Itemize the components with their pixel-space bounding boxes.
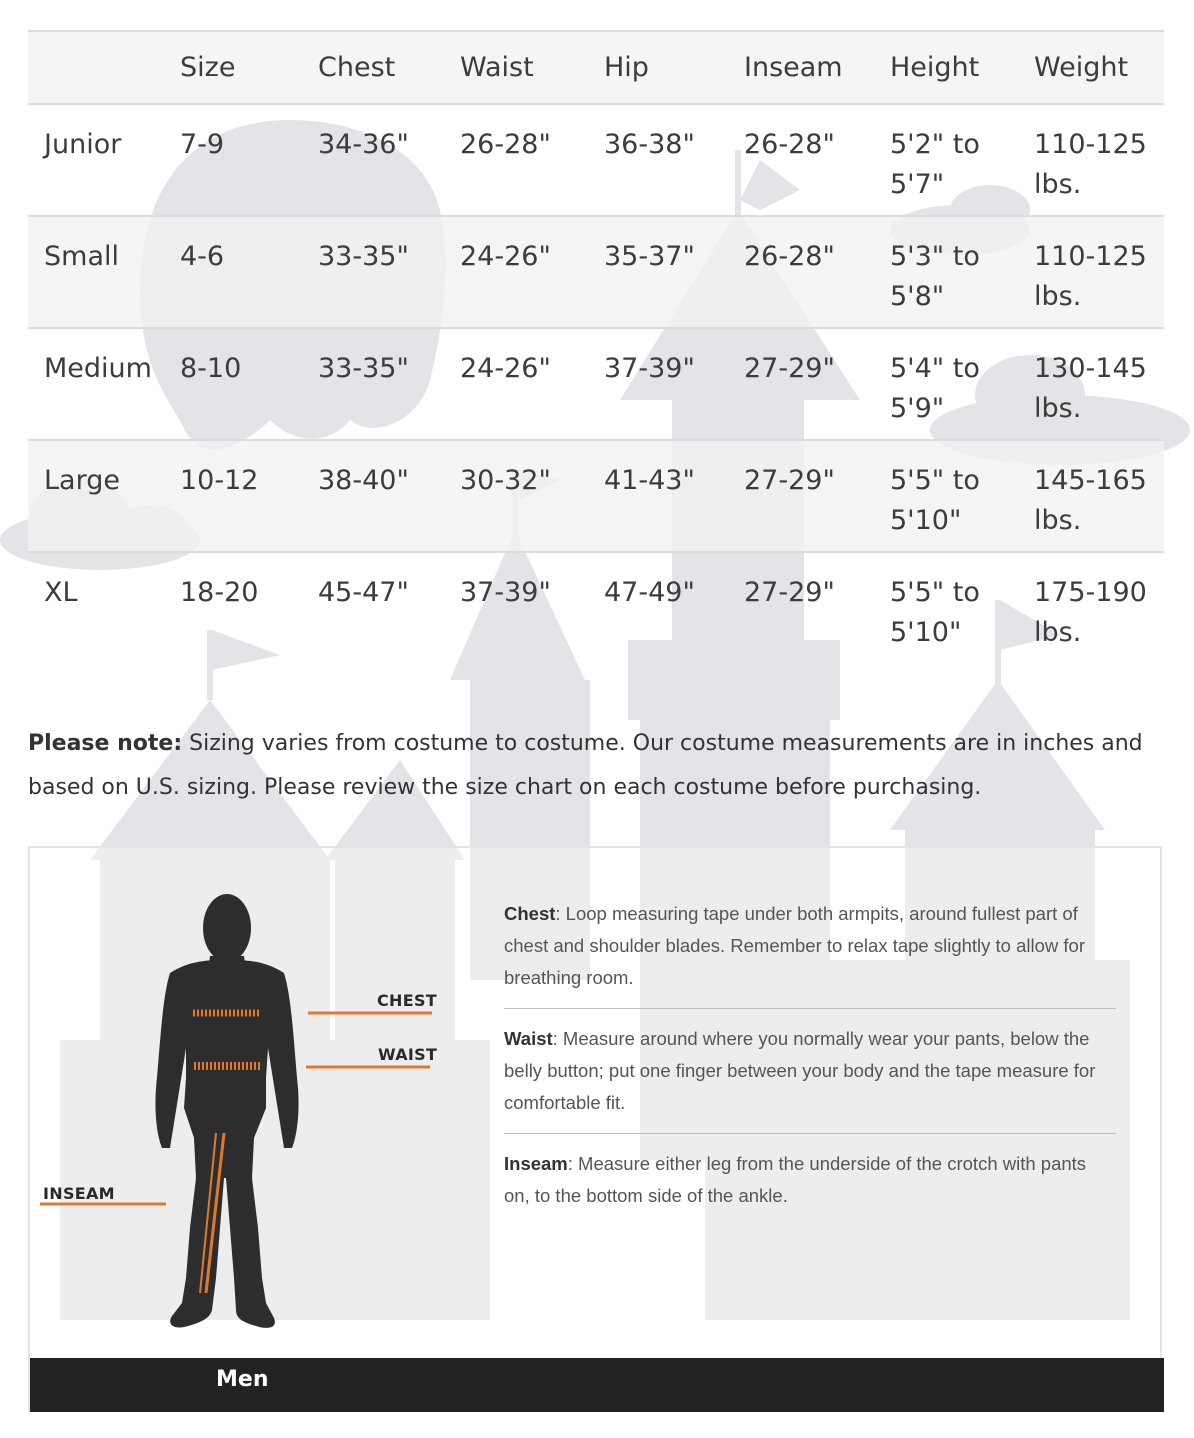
size-name-cell: Medium: [44, 353, 152, 384]
chest-instruction-text: : Loop measuring tape under both armpits, around fullest part of chest and shoulder blades. Remember to relax tape slightly to allow for breathing room.: [504, 903, 1085, 988]
column-header: Size: [180, 51, 236, 83]
weight-cell: 130-145 lbs.: [1034, 353, 1147, 424]
inseam-term: Inseam: [504, 1153, 568, 1174]
inseam-instruction-text: : Measure either leg from the underside of the crotch with pants on, to the bottom side of the ankle.: [504, 1153, 1087, 1206]
waist-cell: 37-39": [460, 577, 551, 608]
chest-instruction: [504, 898, 1116, 1009]
size-cell: 10-12: [180, 465, 259, 496]
chest-cell: 33-35": [318, 353, 409, 384]
hip-cell: 35-37": [604, 241, 695, 272]
weight-cell: 145-165 lbs.: [1034, 465, 1147, 536]
height-cell: 5'5" to 5'10": [890, 465, 980, 536]
size-name-cell: XL: [44, 577, 78, 608]
height-cell: 5'4" to 5'9": [890, 353, 980, 424]
table-row: [28, 104, 1164, 216]
hip-cell: 47-49": [604, 577, 695, 608]
chest-cell: 34-36": [318, 129, 409, 160]
inseam-cell: 26-28": [744, 129, 835, 160]
size-cell: 4-6: [180, 241, 225, 272]
column-header: Inseam: [744, 51, 843, 83]
chest-cell: 45-47": [318, 577, 409, 608]
weight-cell: 175-190 lbs.: [1034, 577, 1147, 648]
column-header: Height: [890, 51, 980, 83]
gender-bar: [30, 1358, 1164, 1412]
column-header: Waist: [460, 51, 534, 83]
table-row: [28, 440, 1164, 552]
size-name-cell: Junior: [44, 129, 122, 160]
column-header: [28, 31, 180, 104]
size-chart-table: [28, 30, 1164, 664]
table-row: [28, 216, 1164, 328]
waist-instruction: [504, 1023, 1116, 1134]
table-row: [28, 328, 1164, 440]
size-cell: 18-20: [180, 577, 259, 608]
measurement-instructions: [504, 898, 1116, 1240]
size-cell: 8-10: [180, 353, 242, 384]
waist-instruction-text: : Measure around where you normally wear your pants, below the belly button; put one finger between your body and the tape measure for comfortable fit.: [504, 1028, 1096, 1113]
hip-cell: 37-39": [604, 353, 695, 384]
height-cell: 5'3" to 5'8": [890, 241, 980, 312]
waist-term: Waist: [504, 1028, 553, 1049]
column-header: Hip: [604, 51, 649, 83]
chest-label: CHEST: [377, 991, 437, 1010]
waist-cell: 24-26": [460, 241, 551, 272]
size-cell: 7-9: [180, 129, 225, 160]
size-name-cell: Large: [44, 465, 120, 496]
size-name-cell: Small: [44, 241, 119, 272]
height-cell: 5'2" to 5'7": [890, 129, 980, 200]
chest-cell: 38-40": [318, 465, 409, 496]
weight-cell: 110-125 lbs.: [1034, 129, 1147, 200]
measurement-guide: [28, 846, 1162, 1412]
chest-term: Chest: [504, 903, 556, 924]
chest-cell: 33-35": [318, 241, 409, 272]
column-header: Weight: [1034, 51, 1129, 83]
hip-cell: 36-38": [604, 129, 695, 160]
note-label: Please note:: [28, 731, 183, 756]
hip-cell: 41-43": [604, 465, 695, 496]
inseam-label: INSEAM: [43, 1184, 115, 1203]
waist-cell: 26-28": [460, 129, 551, 160]
table-row: [28, 552, 1164, 664]
waist-cell: 24-26": [460, 353, 551, 384]
column-header: Chest: [318, 51, 396, 83]
inseam-cell: 27-29": [744, 353, 835, 384]
note-text: Sizing varies from costume to costume. Our costume measurements are in inches and based on U.S. sizing. Please review the size chart on each costume before purchasing.: [28, 731, 1143, 800]
height-cell: 5'5" to 5'10": [890, 577, 980, 648]
waist-cell: 30-32": [460, 465, 551, 496]
gender-label: Men: [216, 1367, 269, 1392]
inseam-cell: 27-29": [744, 465, 835, 496]
waist-label: WAIST: [378, 1045, 438, 1064]
inseam-cell: 27-29": [744, 577, 835, 608]
weight-cell: 110-125 lbs.: [1034, 241, 1147, 312]
table-header-row: [28, 31, 1164, 104]
inseam-instruction: [504, 1148, 1116, 1226]
inseam-cell: 26-28": [744, 241, 835, 272]
sizing-note: [28, 722, 1148, 810]
